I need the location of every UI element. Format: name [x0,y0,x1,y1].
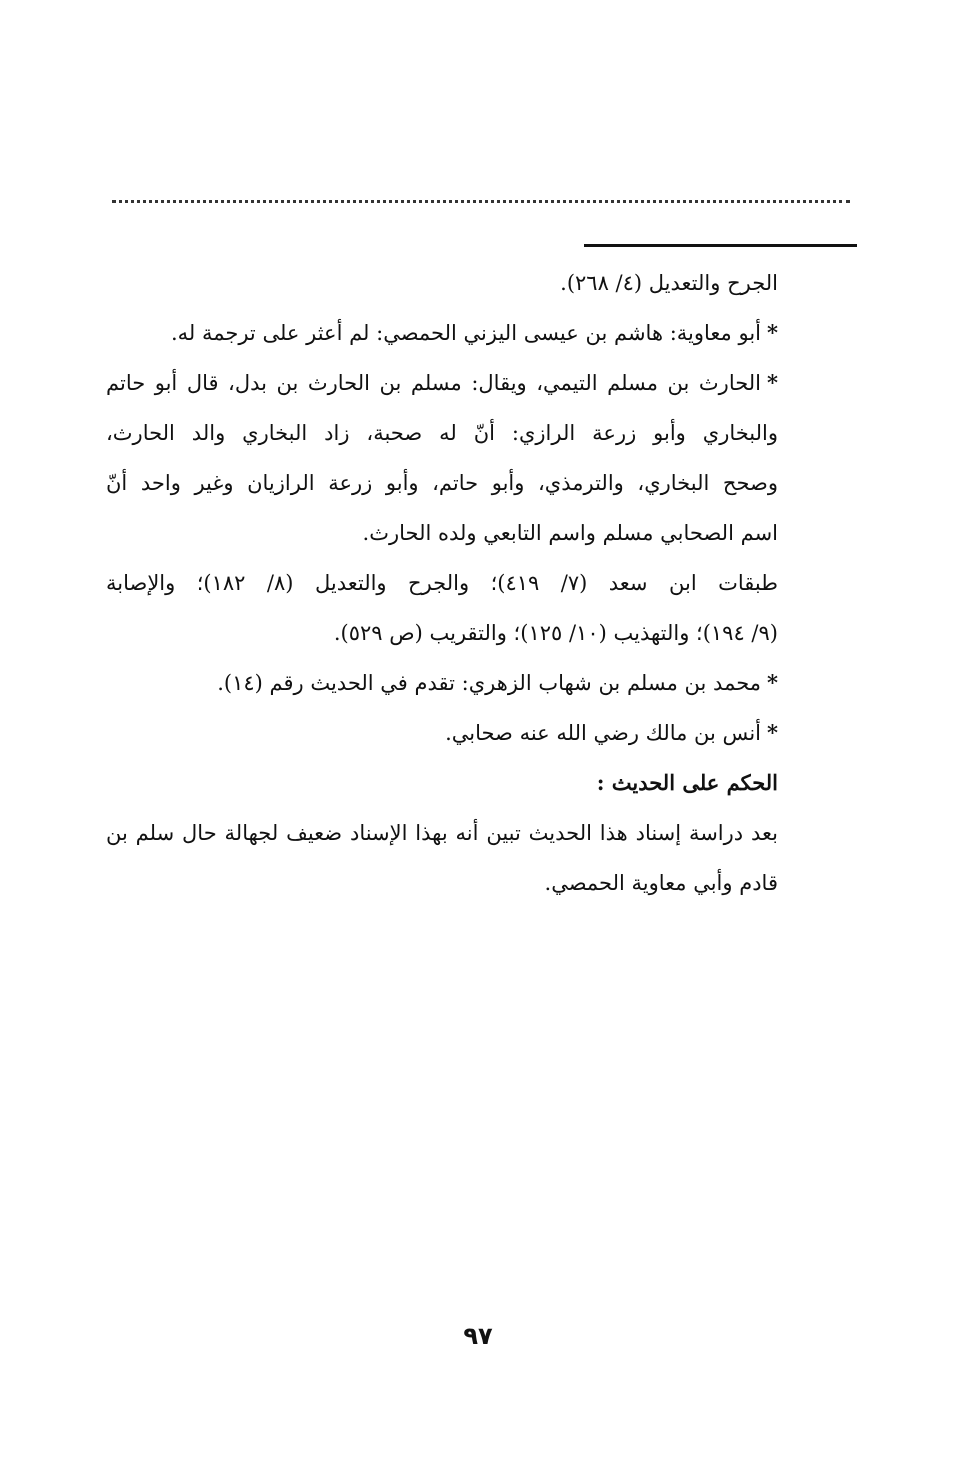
footnote-line: طبقات ابن سعد (٧/ ٤١٩)؛ والجرح والتعديل (٨/ ١٨٢)؛ والإصابة [106,571,778,595]
page-number: ٩٧ [463,1322,493,1350]
footnote-line: *محمد بن مسلم بن شهاب الزهري: تقدم في الحديث رقم (١٤). [217,670,778,695]
footnote-line: الجرح والتعديل (٤/ ٢٦٨). [560,271,778,295]
footnote-line: (٩/ ١٩٤)؛ والتهذيب (١٠/ ١٢٥)؛ والتقريب (ص ٥٢٩). [333,621,778,645]
ruling-line: قادم وأبي معاوية الحمصي. [544,871,778,895]
footnote-line: *الحارث بن مسلم التيمي، ويقال: مسلم بن الحارث بن بدل، قال أبو حاتم [106,370,778,395]
footnote-rule [584,244,857,247]
dotted-separator [112,200,850,203]
footnote-line: *أنس بن مالك رضي الله عنه صحابي. [445,720,778,745]
footnote-line: وصحح البخاري، والترمذي، وأبو حاتم، وأبو زرعة الرازيان وغير واحد أنّ [106,471,778,495]
page-body [106,258,778,908]
bullet-icon: * [767,670,778,695]
footnote-line: اسم الصحابي مسلم واسم التابعي ولده الحارث. [362,521,778,545]
ruling-heading: الحكم على الحديث : [596,770,778,795]
ruling-line: بعد دراسة إسناد هذا الحديث تبين أنه بهذا الإسناد ضعيف لجهالة حال سلم بن [106,821,778,845]
bullet-icon: * [767,320,778,345]
bullet-icon: * [767,370,778,395]
footnote-line: *أبو معاوية: هاشم بن عيسى اليزني الحمصي: لم أعثر على ترجمة له. [170,320,778,345]
bullet-icon: * [767,720,778,745]
footnote-line: والبخاري وأبو زرعة الرازي: أنّ له صحبة، زاد البخاري والد الحارث، [106,421,778,445]
